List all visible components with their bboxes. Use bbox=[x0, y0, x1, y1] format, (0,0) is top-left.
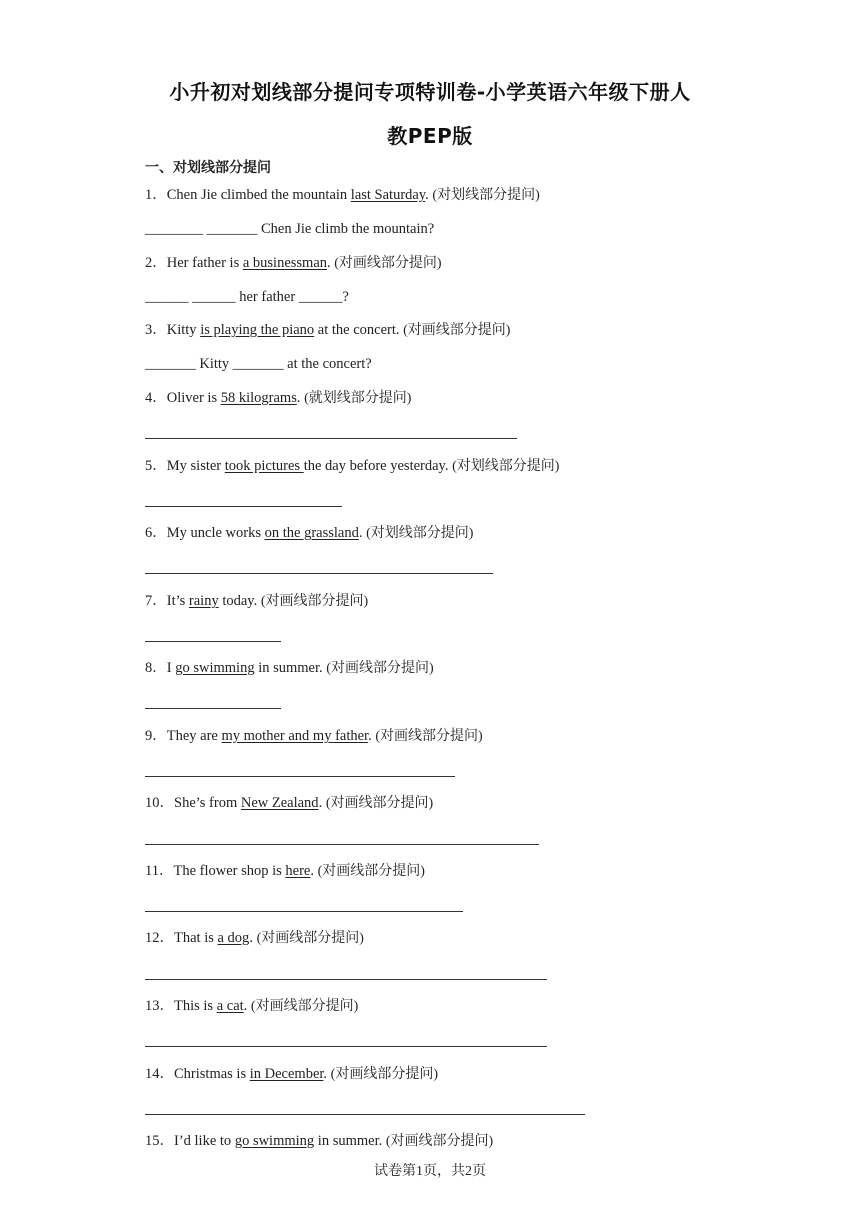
question-8 bbox=[145, 658, 434, 679]
question-number: 12． bbox=[145, 930, 174, 946]
underlined-part: a businessman bbox=[242, 255, 328, 271]
answer-line-7[interactable] bbox=[145, 641, 281, 642]
question-text: That is bbox=[174, 930, 218, 946]
question-text: This is bbox=[174, 998, 217, 1014]
underlined-part: rainy bbox=[188, 593, 219, 609]
question-number: 2． bbox=[145, 255, 167, 271]
question-text: I bbox=[166, 660, 176, 676]
answer-line-6[interactable] bbox=[145, 573, 493, 574]
answer-blank-3[interactable]: _______ Kitty _______ at the concert? bbox=[145, 356, 372, 372]
question-text: Kitty bbox=[166, 322, 201, 338]
answer-line-11[interactable] bbox=[145, 911, 463, 912]
question-text: Chen Jie climbed the mountain bbox=[166, 187, 351, 203]
question-text: the day before yesterday. bbox=[303, 458, 453, 474]
underlined-part: 58 kilograms bbox=[220, 390, 297, 406]
instruction-note: (对划线部分提问) bbox=[452, 459, 560, 474]
answer-blank-1[interactable]: ________ _______ Chen Jie climb the mountain? bbox=[145, 221, 435, 237]
question-number: 1． bbox=[145, 187, 167, 203]
instruction-note: (对画线部分提问) bbox=[403, 323, 511, 338]
question-3 bbox=[145, 320, 510, 341]
question-text: . bbox=[358, 525, 367, 541]
underlined-part: is playing the piano bbox=[200, 322, 315, 338]
underlined-part: go swimming bbox=[234, 1133, 315, 1149]
question-text: Christmas is bbox=[174, 1066, 250, 1082]
question-text: at the concert. bbox=[314, 322, 404, 338]
underlined-part: here bbox=[285, 863, 311, 879]
question-number: 3． bbox=[145, 322, 167, 338]
question-number: 6． bbox=[145, 525, 167, 541]
answer-line-13[interactable] bbox=[145, 1046, 547, 1047]
underlined-part: took pictures bbox=[224, 458, 304, 474]
question-number: 7． bbox=[145, 593, 167, 609]
question-text: . bbox=[296, 390, 305, 406]
answer-line-10[interactable] bbox=[145, 844, 539, 845]
answer-line-4[interactable] bbox=[145, 438, 517, 439]
question-number: 13． bbox=[145, 998, 174, 1014]
instruction-note: (对画线部分提问) bbox=[375, 729, 483, 744]
question-text: She’s from bbox=[174, 795, 241, 811]
question-number: 14． bbox=[145, 1066, 174, 1082]
question-11 bbox=[145, 861, 425, 882]
underlined-part: in December bbox=[249, 1066, 324, 1082]
question-text: Her father is bbox=[166, 255, 243, 271]
instruction-note: (对画线部分提问) bbox=[325, 796, 434, 811]
exam-title-line-1: 小升初对划线部分提问专项特训卷-小学英语六年级下册人 bbox=[169, 80, 691, 104]
instruction-note: (就划线部分提问) bbox=[304, 391, 412, 406]
question-7 bbox=[145, 591, 368, 612]
question-9 bbox=[145, 726, 483, 747]
page-footer: 试卷第1页，共2页 bbox=[374, 1164, 486, 1179]
question-text: . bbox=[310, 863, 318, 879]
question-number: 15． bbox=[145, 1133, 174, 1149]
question-number: 9． bbox=[145, 728, 167, 744]
question-number: 11． bbox=[145, 863, 174, 879]
instruction-note: (对画线部分提问) bbox=[256, 931, 364, 946]
instruction-note: (对画线部分提问) bbox=[330, 1067, 438, 1082]
instruction-note: (对划线部分提问) bbox=[366, 526, 474, 541]
question-text: My uncle works bbox=[166, 525, 265, 541]
question-5 bbox=[145, 456, 559, 477]
question-text: . bbox=[327, 255, 335, 271]
question-text: today. bbox=[218, 593, 261, 609]
underlined-part: my mother and my father bbox=[221, 728, 369, 744]
question-text: My sister bbox=[166, 458, 225, 474]
question-text: The flower shop is bbox=[173, 863, 286, 879]
question-12 bbox=[145, 928, 364, 949]
question-15 bbox=[145, 1131, 493, 1152]
question-text: I’d like to bbox=[174, 1133, 235, 1149]
question-text: . bbox=[249, 930, 257, 946]
underlined-part: a cat bbox=[216, 998, 244, 1014]
instruction-note: (对画线部分提问) bbox=[326, 661, 434, 676]
answer-line-12[interactable] bbox=[145, 979, 547, 980]
answer-line-9[interactable] bbox=[145, 776, 455, 777]
question-2 bbox=[145, 253, 442, 274]
question-text: in summer. bbox=[314, 1133, 386, 1149]
answer-line-5[interactable] bbox=[145, 506, 342, 507]
section-heading: 一、对划线部分提问 bbox=[145, 160, 271, 176]
underlined-part: a dog bbox=[217, 930, 250, 946]
question-10 bbox=[145, 793, 433, 814]
instruction-note: (对划线部分提问) bbox=[432, 188, 540, 203]
question-text: . bbox=[318, 795, 326, 811]
question-number: 10． bbox=[145, 795, 174, 811]
underlined-part: last Saturday bbox=[350, 187, 426, 203]
question-6 bbox=[145, 523, 473, 544]
instruction-note: (对画线部分提问) bbox=[250, 999, 359, 1014]
instruction-note: (对画线部分提问) bbox=[317, 864, 425, 879]
answer-blank-2[interactable]: ______ ______ her father ______? bbox=[145, 289, 349, 305]
question-number: 8． bbox=[145, 660, 167, 676]
instruction-note: (对画线部分提问) bbox=[385, 1134, 494, 1149]
question-text: They are bbox=[166, 728, 222, 744]
question-text: . bbox=[425, 187, 433, 203]
question-14 bbox=[145, 1064, 438, 1085]
question-text: . bbox=[368, 728, 376, 744]
exam-title-line-2: 教PEP版 bbox=[387, 124, 473, 148]
question-text: . bbox=[323, 1066, 331, 1082]
question-text: in summer. bbox=[254, 660, 327, 676]
underlined-part: New Zealand bbox=[240, 795, 319, 811]
question-text: Oliver is bbox=[166, 390, 221, 406]
instruction-note: (对画线部分提问) bbox=[260, 594, 369, 609]
underlined-part: on the grassland bbox=[264, 525, 359, 541]
answer-line-14[interactable] bbox=[145, 1114, 585, 1115]
answer-line-8[interactable] bbox=[145, 708, 281, 709]
underlined-part: go swimming bbox=[175, 660, 255, 676]
instruction-note: (对画线部分提问) bbox=[334, 256, 442, 271]
question-13 bbox=[145, 996, 358, 1017]
question-number: 5． bbox=[145, 458, 167, 474]
question-4 bbox=[145, 388, 411, 409]
question-1 bbox=[145, 185, 540, 206]
question-text: . bbox=[243, 998, 251, 1014]
question-text: It’s bbox=[166, 593, 189, 609]
question-number: 4． bbox=[145, 390, 167, 406]
